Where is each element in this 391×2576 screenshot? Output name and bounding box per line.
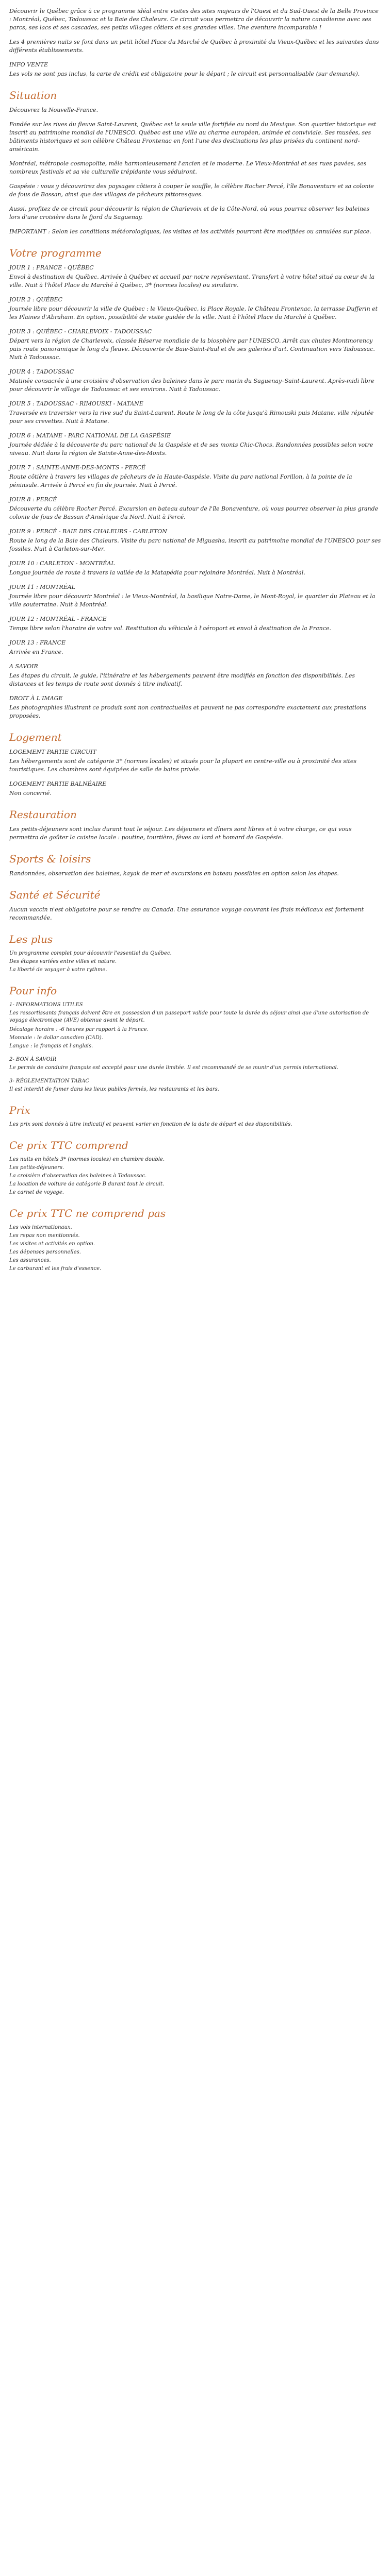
- day-text: Matinée consacrée à une croisière d'observation des baleines dans le parc marin du Saguenay–Saint-Laurent. Après-midi libre pour découvrir le village de Tadoussac et ses environs. Nuit à Tadoussac.: [9, 378, 374, 393]
- day-text: Route le long de la Baie des Chaleurs. Visite du parc national de Miguasha, inscrit au patrimoine mondial de l'UNESCO pour ses fossiles. Nuit à Carleton-sur-Mer.: [9, 537, 381, 552]
- pour-info-paragraph: Il est interdit de fumer dans les lieux publics fermés, les restaurants et les bars.: [9, 1087, 219, 1092]
- day-label: JOUR 12 : MONTRÉAL - FRANCE: [9, 616, 107, 622]
- sports-title: Sports & loisirs: [9, 853, 91, 865]
- day-label: JOUR 9 : PERCÉ - BAIE DES CHALEURS - CARLETON: [9, 528, 167, 535]
- logement-paragraph: Non concerné.: [9, 790, 52, 796]
- situation-note: IMPORTANT : Selon les conditions météorologiques, les visites et les activités pourront être modifiées ou annulées sur place.: [9, 228, 371, 235]
- ne-comprend-pas-title: Ce prix TTC ne comprend pas: [9, 1207, 166, 1219]
- sante-paragraph: Aucun vaccin n'est obligatoire pour se rendre au Canada. Une assurance voyage couvrant les frais médicaux est fortement recommandée.: [9, 906, 364, 921]
- intro-paragraph: Les 4 premières nuits se font dans un petit hôtel Place du Marché de Québec à proximité du Vieux-Québec et les suivantes dans différents établissements.: [9, 39, 379, 54]
- plus-item: Des étapes variées entre villes et nature.: [9, 959, 117, 964]
- situation-title: Situation: [9, 89, 57, 101]
- plus-item: La liberté de voyager à votre rythme.: [9, 967, 107, 973]
- prix-paragraph: Les prix sont donnés à titre indicatif et peuvent varier en fonction de la date de départ et des disponibilités.: [9, 1122, 292, 1127]
- day-text: Temps libre selon l'horaire de votre vol. Restitution du véhicule à l'aéroport et envol à destination de la France.: [9, 625, 331, 632]
- ne-comprend-pas-item: Les repas non mentionnés.: [9, 1233, 80, 1239]
- ne-comprend-pas-item: Les vols internationaux.: [9, 1225, 72, 1230]
- comprend-list: [9, 1156, 382, 1196]
- day-text: Découverte du célèbre Rocher Percé. Excursion en bateau autour de l'île Bonaventure, où vous pourrez observer la plus grande colonie de fous de Bassan d'Amérique du Nord. Nuit à Percé.: [9, 505, 379, 520]
- pour-info-paragraph: Décalage horaire : -6 heures par rapport à la France.: [9, 1027, 149, 1032]
- situation-paragraph: Montréal, métropole cosmopolite, mêle harmonieusement l'ancien et le moderne. Le Vieux-Montréal et ses rues pavées, ses nombreux festivals et sa vie culturelle trépidante vous séduiront.: [9, 160, 367, 175]
- day-text: Envol à destination de Québec. Arrivée à Québec et accueil par notre représentant. Transfert à votre hôtel situé au cœur de la ville. Nuit à l'hôtel Place du Marché à Québec, 3* (normes locales) ou similaire.: [9, 274, 375, 289]
- day-label: JOUR 11 : MONTRÉAL: [9, 584, 75, 590]
- intro-paragraph: Découvrir le Québec grâce à ce programme idéal entre visites des sites majeurs de l'Ouest et du Sud-Ouest de la Belle Province : Montréal, Québec, Tadoussac et la Baie des Chaleurs. Ce circuit vous permettra de découvrir la nature canadienne avec ses parcs, ses lacs et ses cascades, ses petits villages côtiers et ses grandes villes. Une aventure incomparable !: [9, 8, 379, 31]
- day-label: JOUR 8 : PERCÉ: [9, 496, 57, 503]
- comprend-item: Le carnet de voyage.: [9, 1190, 64, 1195]
- day-label: JOUR 6 : MATANE - PARC NATIONAL DE LA GASPÉSIE: [9, 432, 171, 439]
- situation-paragraph: Découvrez la Nouvelle-France.: [9, 107, 99, 113]
- plus-title: Les plus: [9, 933, 53, 945]
- logement-paragraph: LOGEMENT PARTIE BALNÉAIRE: [9, 781, 107, 787]
- comprend-title: Ce prix TTC comprend: [9, 1139, 128, 1151]
- plus-item: Un programme complet pour découvrir l'essentiel du Québec.: [9, 951, 172, 956]
- sports-paragraph: Randonnées, observation des baleines, kayak de mer et excursions en bateau possibles en option selon les étapes.: [9, 870, 339, 877]
- day-label: JOUR 3 : QUÉBEC - CHARLEVOIX - TADOUSSAC: [9, 328, 152, 335]
- droit-label: DROIT À L'IMAGE: [9, 695, 63, 702]
- comprend-item: La croisière d'observation des baleines à Tadoussac.: [9, 1173, 147, 1179]
- day-label: JOUR 10 : CARLETON - MONTRÉAL: [9, 560, 115, 567]
- droit-text: Les photographies illustrant ce produit sont non contractuelles et peuvent ne pas correspondre exactement aux prestations proposées.: [9, 704, 367, 719]
- pour-info-paragraph: Langue : le français et l'anglais.: [9, 1043, 93, 1049]
- info-vente-label: INFO VENTE: [9, 61, 48, 68]
- day-label: JOUR 7 : SAINTE-ANNE-DES-MONTS - PERCÉ: [9, 464, 146, 471]
- day-label: JOUR 5 : TADOUSSAC - RIMOUSKI - MATANE: [9, 400, 143, 407]
- situation-paragraph: Gaspésie : vous y découvrirez des paysages côtiers à couper le souffle, le célèbre Rocher Percé, l'île Bonaventure et sa colonie de fous de Bassan, ainsi que des villages de pêcheurs pittoresques.: [9, 183, 374, 198]
- logement-paragraph: LOGEMENT PARTIE CIRCUIT: [9, 749, 96, 755]
- pour-info-paragraph: 2- BON À SAVOIR: [9, 1057, 57, 1062]
- restauration-title: Restauration: [9, 808, 77, 821]
- comprend-item: La location de voiture de catégorie B durant tout le circuit.: [9, 1181, 165, 1187]
- a-savoir-text: Les étapes du circuit, le guide, l'itinéraire et les hébergements peuvent être modifiés en fonction des disponibilités. Les distances et les temps de route sont donnés à titre indicatif.: [9, 672, 355, 687]
- ne-comprend-pas-item: Les dépenses personnelles.: [9, 1249, 81, 1255]
- pour-info-paragraph: Monnaie : le dollar canadien (CAD).: [9, 1035, 103, 1041]
- pour-info-paragraph: 3- RÉGLEMENTATION TABAC: [9, 1078, 90, 1084]
- day-text: Départ vers la région de Charlevoix, classée Réserve mondiale de la biosphère par l'UNESCO. Arrêt aux chutes Montmorency puis route panoramique le long du fleuve. Découverte de Baie-Saint-Paul et de ses galeries d'art. Continuation vers Tadoussac. Nuit à Tadoussac.: [9, 337, 375, 361]
- restauration-paragraph: Les petits-déjeuners sont inclus durant tout le séjour. Les déjeuners et dîners sont libres et à votre charge, ce qui vous permettra de goûter la cuisine locale : poutine, tourtière, fèves au lard et homard de Gaspésie.: [9, 826, 352, 841]
- sante-title: Santé et Sécurité: [9, 889, 101, 901]
- day-text: Traversée en traversier vers la rive sud du Saint-Laurent. Route le long de la côte jusqu'à Rimouski puis Matane, ville réputée pour ses crevettes. Nuit à Matane.: [9, 410, 374, 425]
- pour-info-paragraph: 1- INFORMATIONS UTILES: [9, 1002, 83, 1008]
- day-text: Arrivée en France.: [9, 649, 63, 655]
- situation-paragraph: Aussi, profitez de ce circuit pour découvrir la région de Charlevoix et de la Côte-Nord, où vous pourrez observer les baleines lors d'une croisière dans le fjord du Saguenay.: [9, 206, 370, 221]
- prix-title: Prix: [9, 1104, 30, 1116]
- day-text: Journée dédiée à la découverte du parc national de la Gaspésie et de ses monts Chic-Chocs. Randonnées possibles selon votre niveau. Nuit dans la région de Sainte-Anne-des-Monts.: [9, 442, 373, 456]
- day-text: Route côtière à travers les villages de pêcheurs de la Haute-Gaspésie. Visite du parc national Forillon, à la pointe de la péninsule. Arrivée à Percé en fin de journée. Nuit à Percé.: [9, 473, 352, 488]
- ne-comprend-pas-item: Le carburant et les frais d'essence.: [9, 1266, 102, 1272]
- pour-info-title: Pour info: [9, 985, 57, 997]
- ne-comprend-pas-item: Les visites et activités en option.: [9, 1241, 95, 1247]
- plus-list: [9, 950, 382, 974]
- ne-comprend-pas-item: Les assurances.: [9, 1258, 51, 1263]
- day-text: Journée libre pour découvrir la ville de Québec : le Vieux-Québec, la Place Royale, le Château Frontenac, la terrasse Dufferin et les Plaines d'Abraham. En option, possibilité de visite guidée de la ville. Nuit à l'hôtel Place du Marché à Québec.: [9, 306, 378, 320]
- day-label: JOUR 1 : FRANCE - QUÉBEC: [9, 264, 94, 271]
- a-savoir-label: A SAVOIR: [9, 663, 38, 670]
- pour-info-paragraph: Les ressortissants français doivent être en possession d'un passeport valide pour toute la durée du séjour ainsi que d'une autorisation de voyage électronique (AVE) obtenue avant le départ.: [9, 1010, 369, 1023]
- programme-days: [9, 264, 382, 656]
- info-vente-text: Les vols ne sont pas inclus, la carte de crédit est obligatoire pour le départ ; le circuit est personnalisable (sur demande).: [9, 71, 360, 77]
- programme-title: Votre programme: [9, 247, 102, 259]
- day-label: JOUR 13 : FRANCE: [9, 639, 66, 646]
- comprend-item: Les nuits en hôtels 3* (normes locales) en chambre double.: [9, 1157, 165, 1162]
- day-label: JOUR 4 : TADOUSSAC: [9, 368, 74, 375]
- logement-title: Logement: [9, 731, 62, 743]
- day-text: Journée libre pour découvrir Montréal : le Vieux-Montréal, la basilique Notre-Dame, le Mont-Royal, le quartier du Plateau et la ville souterraine. Nuit à Montréal.: [9, 593, 376, 608]
- pour-info-paragraph: Le permis de conduire français est accepté pour une durée limitée. Il est recommandé de se munir d'un permis international.: [9, 1065, 338, 1071]
- day-label: JOUR 2 : QUÉBEC: [9, 296, 63, 303]
- ne-comprend-pas-list: [9, 1224, 382, 1273]
- situation-paragraph: Fondée sur les rives du fleuve Saint-Laurent, Québec est la seule ville fortifiée au nord du Mexique. Son quartier historique est inscrit au patrimoine mondial de l'UNESCO. Québec est une ville au charme européen, animée et conviviale. Ses musées, ses bâtiments historiques et son célèbre Château Frontenac en font l'une des destinations les plus prisées du continent nord-américain.: [9, 121, 377, 152]
- day-text: Longue journée de route à travers la vallée de la Matapédia pour rejoindre Montréal. Nuit à Montréal.: [9, 569, 305, 576]
- logement-paragraph: Les hébergements sont de catégorie 3* (normes locales) et situés pour la plupart en centre-ville ou à proximité des sites touristiques. Les chambres sont équipées de salle de bains privée.: [9, 758, 357, 773]
- comprend-item: Les petits-déjeuners.: [9, 1165, 64, 1171]
